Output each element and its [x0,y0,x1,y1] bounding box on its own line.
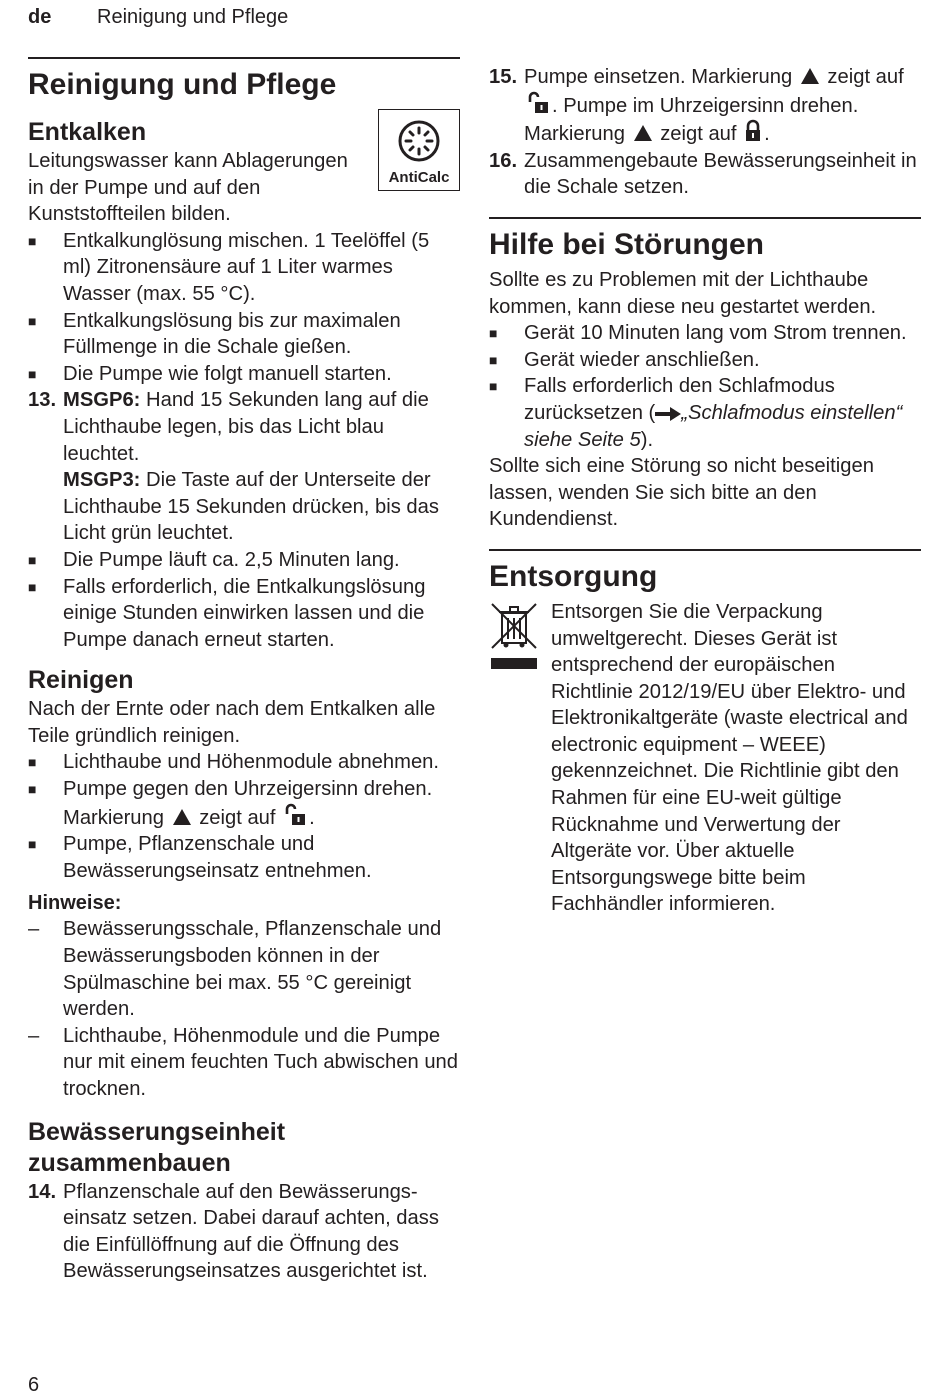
unlock-icon [526,91,550,115]
text-part: Pumpe einsetzen. Markierung [524,66,793,88]
step-text: Zusammengebaute Bewässerungseinheit in die Schale setzen. [524,149,917,199]
section-rule [489,217,921,219]
triangle-marker-icon [634,125,652,141]
unlock-icon [283,803,307,827]
hilfe-heading: Hilfe bei Störungen [489,227,765,261]
list-item-text: Die Pumpe läuft ca. 2,5 Minuten lang. [63,548,400,571]
list-item-text: Gerät 10 Minuten lang vom Strom trennen. [524,322,907,345]
list-item [28,749,460,776]
note-text: Lichthaube, Höhenmodule und die Pumpe nur mit einem feuchten Tuch abwischen und trocknen. [63,1024,459,1100]
language-code: de [28,6,52,28]
bullet-icon: ■ [28,365,37,382]
text-part: ). [640,428,654,451]
anticalc-badge [378,109,460,191]
list-item [489,347,921,374]
step-number: 16. [489,149,518,172]
text-part: Falls erforderlich den Schlafmodus zurücksetzen ( [524,375,835,424]
bullet-icon: ■ [28,836,37,853]
hilfe-outro: Sollte sich eine Störung so nicht beseitigen lassen, wenden Sie sich bitte an den Kundendienst. [489,455,874,531]
step-14 [28,1179,460,1285]
list-item-text [63,776,460,831]
list-item [28,547,460,574]
text-part: zeigt auf [827,66,904,88]
reinigen-heading: Reinigen [28,666,134,695]
right-column [489,64,921,918]
list-item-text [524,373,921,453]
step-number: 13. [28,389,57,412]
list-item [28,228,460,308]
cross-reference-link[interactable]: „Schlafmodus einstellen“ siehe Seite 5 [524,401,903,451]
list-item [28,574,460,654]
bullet-icon: ■ [28,754,37,771]
entkalken-heading: Entkalken [28,118,147,146]
bullet-icon: ■ [489,351,498,368]
bullet-icon: ■ [28,232,37,249]
model-label: MSGP3: [63,469,141,492]
header-title: Reinigung und Pflege [97,6,289,28]
list-item [489,373,921,453]
model-label: MSGP6: [63,389,141,412]
list-item [489,320,921,347]
step-text: Pflanzenschale auf den Bewässerungseinsatz setzen. Dabei darauf achten, dass die Einfüllöffnung auf die Öffnung des Bewässerungseinsatzes ausgerichtet ist. [63,1180,439,1283]
section-rule [489,549,921,551]
entsorgung-text: Entsorgen Sie die Verpackung umweltgerecht. Dieses Gerät ist entsprechend der europäischen Richtlinie 2012/19/EU über Elektro- und Elektronikaltgeräte (waste electrical and electronic equipment – WEEE) gekennzeichnet. Die Richtlinie gibt den Rahmen für eine EU-weit gültige Rücknahme und Verwertung der Altgeräte vor. Über aktuelle Entsorgungswege bitte beim Fachhändler informieren. [551,600,908,916]
lock-icon [744,119,762,143]
dash-icon: – [28,918,40,941]
bullet-icon: ■ [28,312,37,329]
anticalc-icon [379,114,459,174]
text-part: . [309,806,315,829]
list-item [28,361,460,388]
list-item [28,776,460,831]
reinigen-intro: Nach der Ernte oder nach dem Entkalken alle Teile gründlich reinigen. [28,698,436,747]
notes-heading: Hinweise: [28,892,122,915]
note-item [28,916,460,1022]
list-item-text: Pumpe, Pflanzenschale und Bewässerungseinsatz entnehmen. [63,833,372,882]
bullet-icon: ■ [28,781,37,798]
text-part: zeigt auf [199,806,276,829]
page-number: 6 [28,1374,40,1396]
entkalken-intro: Leitungswasser kann Ablagerungen in der Pumpe und auf den Kunststoffteilen bilden. [28,150,348,226]
list-item-text: Falls erforderlich, die Entkalkungslösung einige Stunden einwirken lassen und die Pumpe danach erneut starten. [63,575,426,651]
list-item-text: Entkalkunglösung mischen. 1 Teelöffel (5 ml) Zitronensäure auf 1 Liter warmes Wasser (max. 55 °C). [63,229,430,305]
triangle-marker-icon [173,809,191,825]
text-part: zeigt auf [660,123,737,146]
section-rule [28,57,460,59]
bullet-icon: ■ [28,551,37,568]
list-item-text: Entkalkungslösung bis zur maximalen Füllmenge in die Schale gießen. [63,309,401,359]
text-part: . [764,123,770,146]
text-part: . Pumpe im Uhrzeigersinn drehen. Markierung [524,94,859,146]
hilfe-intro: Sollte es zu Problemen mit der Lichthaube kommen, kann diese neu gestartet werden. [489,268,877,318]
step-text-part: Die Taste auf der Unterseite der Lichthaube 15 Sekunden drücken, bis das Licht grün leuchtet. [63,469,439,545]
page-title: Reinigung und Pflege [28,68,337,101]
step-text [524,64,921,148]
list-item-text: Lichthaube und Höhenmodule abnehmen. [63,751,440,774]
dash-icon: – [28,1024,40,1047]
text-part: Pumpe gegen den Uhrzeigersinn drehen. Markierung [63,778,433,829]
entsorgung-block [489,599,921,918]
step-number: 15. [489,66,518,88]
arrow-right-icon [655,407,681,421]
step-16 [489,148,921,201]
running-header [28,6,288,29]
list-item-text: Gerät wieder anschließen. [524,348,760,371]
bullet-icon: ■ [489,325,498,342]
note-text: Bewässerungsschale, Pflanzenschale und Bewässerungsboden können in der Spülmaschine bei max. 55 °C gereinigt werden. [63,918,442,1021]
list-item [28,308,460,361]
triangle-marker-icon [801,68,819,84]
step-text [63,387,460,547]
entsorgung-heading: Entsorgung [489,559,658,593]
anticalc-label: AntiCalc [388,169,450,186]
weee-bin-icon [489,601,539,675]
step-13 [28,387,460,547]
bullet-icon: ■ [489,378,498,395]
note-item [28,1023,460,1103]
left-column [28,57,460,1285]
bullet-icon: ■ [28,578,37,595]
step-15 [489,64,921,148]
step-text-part: Hand 15 Sekunden lang auf die Lichthaube legen, bis das Licht blau leuchtet. [63,389,429,465]
bewaesserung-heading: Bewässerungseinheit zusammenbauen [28,1117,286,1177]
step-number: 14. [28,1180,57,1203]
list-item [28,831,460,884]
list-item-text: Die Pumpe wie folgt manuell starten. [63,362,392,385]
